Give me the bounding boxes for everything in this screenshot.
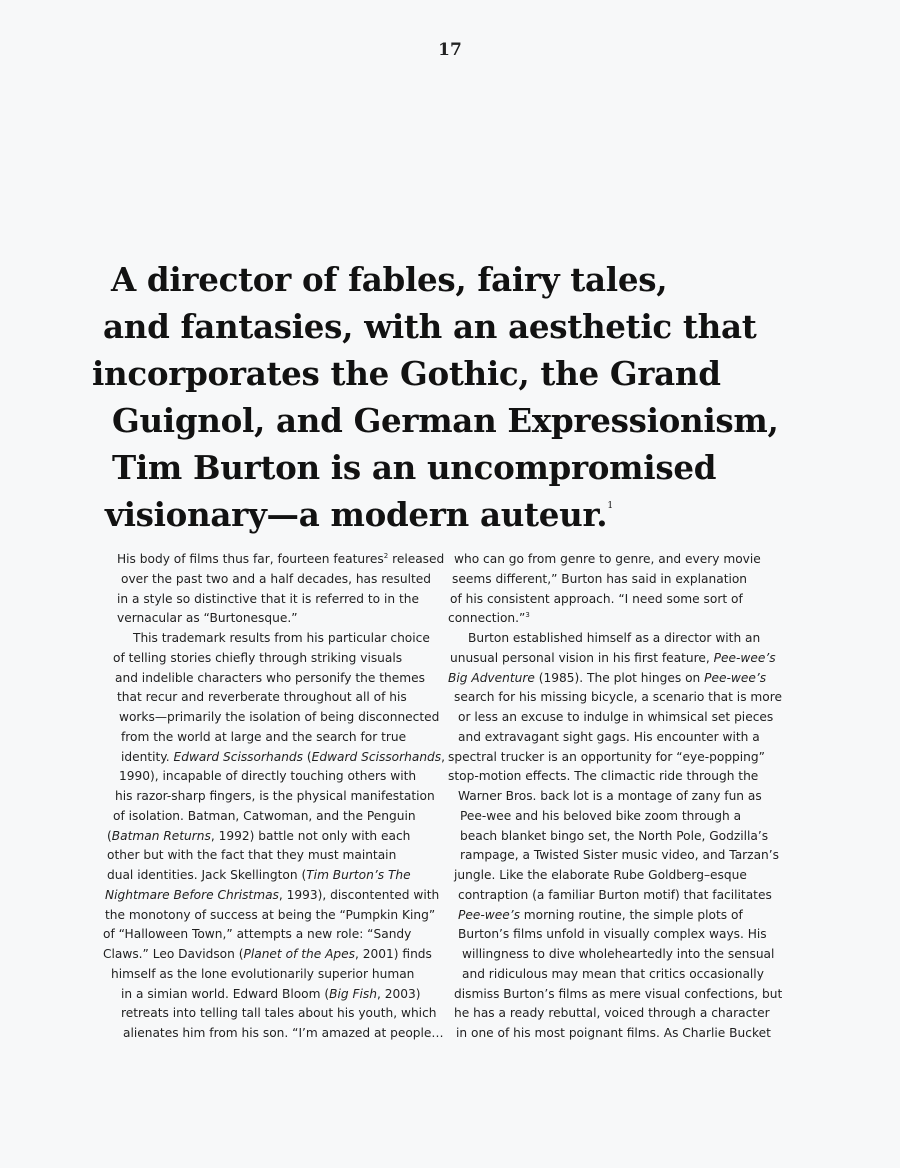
text-line: unusual personal vision in his first feature, Pee-wee’s — [450, 650, 776, 665]
text-line: beach blanket bingo set, the North Pole, Godzilla’s — [460, 828, 769, 843]
headline-line: A director of fables, fairy tales, — [111, 260, 668, 299]
text-line: he has a ready rebuttal, voiced through a character — [454, 1006, 770, 1021]
headline-last-line-text: visionary—a modern auteur. — [105, 495, 608, 534]
text-line: spectral trucker is an opportunity for “eye-popping” — [448, 749, 765, 764]
text-line: alienates him from his son. “I’m amazed at people… — [123, 1026, 444, 1040]
text-line: rampage, a Twisted Sister music video, and Tarzan’s — [460, 848, 779, 863]
film-title: Tim Burton’s The — [306, 868, 411, 882]
text-line: works—primarily the isolation of being disconnected — [119, 710, 440, 724]
text-line: seems different,” Burton has said in explanation — [452, 571, 748, 586]
text-line: His body of films thus far, fourteen features$^2$ released — [117, 551, 445, 566]
text-line: Claws.” Leo Davidson (Planet of the Apes, 2001) finds — [103, 947, 432, 961]
film-title: Batman Returns — [111, 828, 211, 843]
text-line: of “Halloween Town,” attempts a new role: “Sandy — [103, 927, 412, 942]
footnote-marker: 3 — [525, 611, 530, 620]
film-title: Pee-wee’s — [704, 670, 767, 685]
text-line: stop-motion effects. The climactic ride through the — [448, 769, 759, 784]
text-line: of isolation. Batman, Catwoman, and the Penguin — [113, 808, 416, 823]
text-line: in a style so distinctive that it is referred to in the — [117, 591, 419, 606]
text-line: who can go from genre to genre, and every movie — [454, 552, 761, 566]
text-line: retreats into telling tall tales about his youth, which — [121, 1006, 437, 1021]
text-line: Pee-wee’s morning routine, the simple plots of — [458, 907, 743, 922]
text-line: in a simian world. Edward Bloom (Big Fish, 2003) — [121, 986, 421, 1001]
text-line: Nightmare Before Christmas, 1993), discontented with — [105, 887, 440, 902]
text-line: or less an excuse to indulge in whimsical set pieces — [458, 710, 774, 724]
headline-line: and fantasies, with an aesthetic that — [103, 307, 757, 346]
film-title: Pee-wee’s — [713, 650, 776, 665]
text-line: dual identities. Jack Skellington (Tim Burton’s The — [107, 868, 411, 882]
text-line: dismiss Burton’s films as mere visual confections, but — [454, 986, 783, 1001]
footnote-marker: 2 — [383, 551, 389, 560]
text-line: the monotony of success at being the “Pumpkin King” — [105, 907, 436, 922]
text-line: in one of his most poignant films. As Charlie Bucket — [456, 1026, 771, 1040]
text-line: vernacular as “Burtonesque.” — [117, 611, 298, 626]
text-line: Big Adventure (1985). The plot hinges on Pee-wee’s — [448, 670, 767, 685]
film-title: Edward Scissorhands — [173, 749, 304, 764]
film-title: Big Adventure — [448, 670, 535, 685]
body-text-left-column — [100, 550, 446, 1044]
text-line: Burton’s films unfold in visually complex ways. His — [458, 927, 767, 942]
text-line: willingness to dive wholeheartedly into the sensual — [462, 947, 775, 961]
text-line: 1990), incapable of directly touching others with — [119, 769, 417, 784]
text-line: that recur and reverberate throughout all of his — [117, 690, 407, 705]
text-line: and extravagant sight gags. His encounter with a — [458, 729, 760, 744]
text-line: over the past two and a half decades, has resulted — [121, 571, 431, 586]
text-line: himself as the lone evolutionarily superior human — [111, 966, 415, 981]
text-line: Warner Bros. back lot is a montage of zany fun as — [458, 789, 762, 803]
text-line: jungle. Like the elaborate Rube Goldberg–esque — [454, 868, 747, 882]
film-title: Big Fish — [329, 986, 377, 1001]
headline-line: Guignol, and German Expressionism, — [112, 401, 779, 440]
text-line: and indelible characters who personify the themes — [115, 670, 425, 685]
text-line: identity. Edward Scissorhands (Edward Scissorhands, — [121, 749, 446, 764]
text-line: Burton established himself as a director with an — [468, 631, 761, 645]
footnote-marker: 1 — [607, 501, 613, 511]
film-title: Edward Scissorhands — [311, 749, 442, 764]
text-line: of his consistent approach. “I need some sort of — [450, 591, 743, 606]
film-title: Nightmare Before Christmas — [105, 887, 279, 902]
film-title: Planet of the Apes — [243, 947, 355, 961]
text-line: Pee-wee and his beloved bike zoom through a — [460, 808, 742, 823]
text-line: other but with the fact that they must maintain — [107, 848, 397, 863]
text-line: and ridiculous may mean that critics occasionally — [462, 966, 764, 981]
text-line: of telling stories chiefly through striking visuals — [113, 650, 403, 665]
page-number: 17 — [438, 40, 462, 60]
text-line: from the world at large and the search for true — [121, 729, 407, 744]
body-text-right-column — [446, 550, 783, 1044]
text-line: search for his missing bicycle, a scenario that is more — [454, 690, 782, 705]
text-line: contraption (a familiar Burton motif) that facilitates — [458, 887, 772, 902]
text-line: his razor-sharp fingers, is the physical manifestation — [115, 789, 435, 803]
film-title: Pee-wee’s — [458, 907, 520, 922]
text-line: (Batman Returns, 1992) battle not only with each — [107, 828, 411, 843]
pull-quote-headline — [90, 256, 850, 538]
text-line: connection.”$^3$ — [448, 611, 530, 626]
headline-line: Tim Burton is an uncompromised — [112, 448, 717, 487]
text-line: This trademark results from his particular choice — [133, 631, 430, 645]
headline-line: incorporates the Gothic, the Grand — [92, 354, 721, 393]
headline-line — [105, 491, 850, 538]
